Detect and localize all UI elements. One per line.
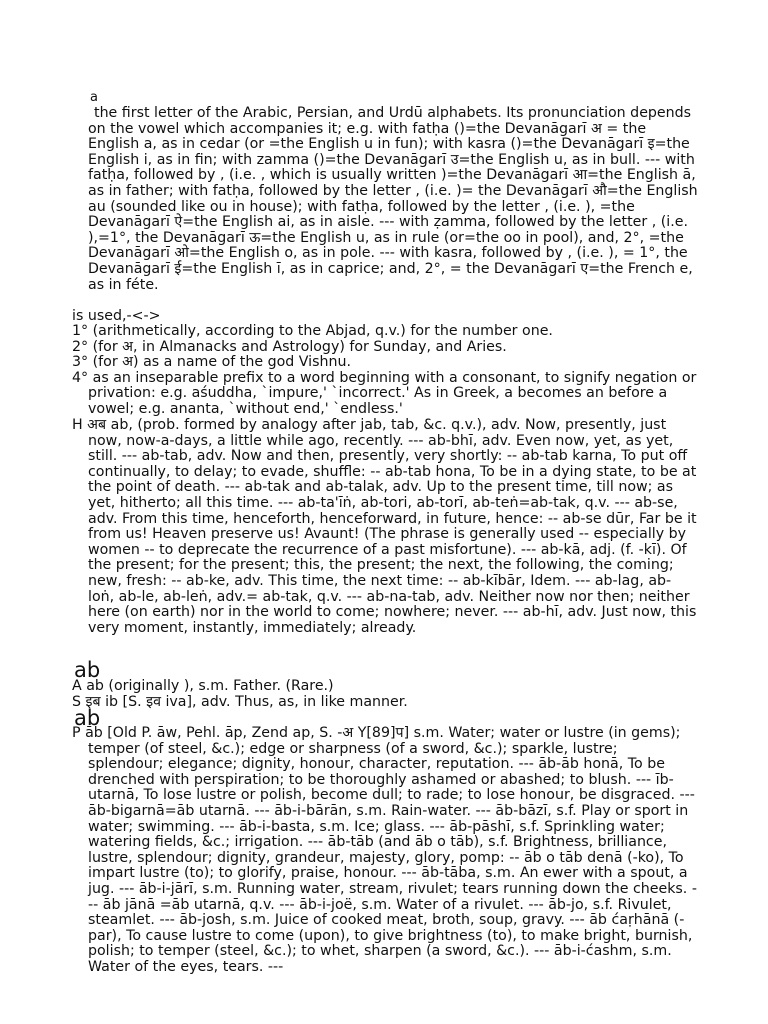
senses-list (72, 324, 702, 418)
entry-arabic-ab (72, 679, 697, 710)
entry-hindi-ab (72, 418, 697, 636)
section-heading-ab: ab (74, 658, 101, 682)
sense-item: 1° (arithmetically, according to the Abjad, q.v.) for the number one. (72, 323, 553, 339)
entry-persian-ab (72, 726, 697, 976)
intro-paragraph: the first letter of the Arabic, Persian, and Urdū alphabets. Its pronunciation depends on the vowel which accompanies it; e.g. with fatḥa ()=the Devanāgarī अ = the English a, as in cedar (or =the English u in fun); with kasra ()=the Devanāgarī इ=the English i, as in fin; with zamma ()=the Devanāgarī उ=the English u, as in bull. --- with fatḥa, followed by , (i.e. , which is usually written )=the Devanāgarī आ=the English ā, as in father; with fatḥa, followed by the letter , (i.e. )= the Devanāgarī औ=the English au (sounded like ou in house); with fatḥa, followed by the letter , (i.e. ), =the Devanāgarī ऐ=the English ai, as in aisle. --- with ẓamma, followed by the letter , (i.e. ),=1°, the Devanāgarī ऊ=the English u, as in rule (or=the oo in pool), and, 2°, =the Devanāgarī ओ=the English o, as in pole. --- with kasra, followed by , (i.e. ), = 1°, the Devanāgarī ई=the English ī, as in caprice; and, 2°, = the Devanāgarī ए=the French e, as in féte. (88, 105, 698, 293)
entry-text: P āb [Old P. āw, Pehl. āp, Zend ap, S. -अ Y[89]प] s.m. Water; water or lustre (in gems); temper (of steel, &c.); edge or sharpness (of a sword, &c.); sparkle, lustre; splendour; elegance; dignity, honour, character, reputation. --- āb-āb honā, To be drenched with perspiration; to be thoroughly ashamed or abashed; to blush. --- īb-utarnā, To lose lustre or polish, become dull; to rade; to lose honour, be disgraced. --- āb-bigarnā=āb utarnā. --- āb-i-bārān, s.m. Rain-water. --- āb-bāzī, s.f. Play or sport in water; swimming. --- āb-i-basta, s.m. Ice; glass. --- āb-pāshī, s.f. Sprinkling water; watering fields, &c.; irrigation. --- āb-tāb (and āb o tāb), s.f. Brightness, brilliance, lustre, splendour; dignity, grandeur, majesty, glory, pomp: -- āb o tāb denā (-ko), To impart lustre (to); to glorify, praise, honour. --- āb-tāba, s.m. An ewer with a spout, a jug. --- āb-i-jārī, s.m. Running water, stream, rivulet; tears running down the cheeks. --- āb jānā =āb utarnā, q.v. --- āb-i-joë, s.m. Water of a rivulet. --- āb-jo, s.f. Rivulet, steamlet. --- āb-josh, s.m. Juice of cooked meat, broth, soup, gravy. --- āb ćaṛhānā (-par), To cause lustre to come (upon), to give brightness (to), to make bright, burnish, polish; to temper (steel, &c.); to whet, sharpen (a sword, &c.). --- āb-i-ćashm, s.m. Water of the eyes, tears. --- (72, 725, 697, 975)
entry-text: H अब ab, (prob. formed by analogy after jab, tab, &c. q.v.), adv. Now, presently, just now, now-a-days, a little while ago, recently. --- ab-bhī, adv. Even now, yet, as yet, still. --- ab-tab, adv. Now and then, presently, very shortly: -- ab-tab karna, To put off continually, to delay; to evade, shuffle: -- ab-tab hona, To be in a dying state, to be at the point of death. --- ab-tak and ab-talak, adv. Up to the present time, till now; as yet, hitherto; all this time. --- ab-ta'īṅ, ab-tori, ab-torī, ab-teṅ=ab-tak, q.v. --- ab-se, adv. From this time, henceforth, henceforward, in future, hence: -- ab-se dūr, Far be it from us! Heaven preserve us! Avaunt! (The phrase is generally used -- especially by women -- to deprecate the recurrence of a past misfortune). --- ab-kā, adj. (f. -kī). Of the present; for the present; this, the present; the next, the following, the coming; new, fresh: -- ab-ke, adv. This time, the next time: -- ab-kībār, Idem. --- ab-lag, ab-loṅ, ab-le, ab-leṅ, adv.= ab-tak, q.v. --- ab-na-tab, adv. Neither now nor then; neither here (on earth) nor in the world to come; nowhere; never. --- ab-hī, adv. Just now, this very moment, instantly, immediately; already. (72, 417, 697, 636)
sense-item: 2° (for अ, in Almanacks and Astrology) for Sunday, and Aries. (72, 338, 507, 355)
headword-a: a (90, 90, 98, 105)
sense-item: 4° as an inseparable prefix to a word beginning with a consonant, to signify negation or privation: e.g. aśuddha, `impure,' `incorrect.' As in Greek, a becomes an before a vowel; e.g. ananta, `without end,' `endless.' (72, 369, 697, 417)
entry-text: S इब ib [S. इव iva], adv. Thus, as, in like manner. (72, 693, 408, 710)
section-heading-ab: ab (74, 706, 101, 730)
used-line: is used,-<-> (72, 308, 161, 324)
sense-item: 3° (for अ) as a name of the god Vishnu. (72, 354, 352, 371)
entry-text: A ab (originally ), s.m. Father. (Rare.) (72, 678, 334, 694)
